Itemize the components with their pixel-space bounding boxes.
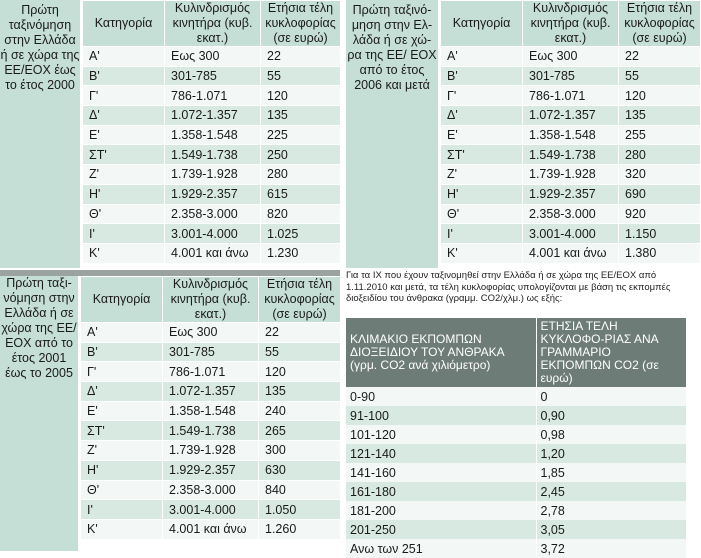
- displacement-cell: 786-1.071: [163, 362, 259, 382]
- displacement-cell: 3.001-4.000: [523, 224, 619, 244]
- table-row: [441, 243, 701, 263]
- category-cell: Γ': [441, 86, 523, 106]
- emissions-panel: [346, 270, 685, 556]
- category-cell: Γ': [83, 86, 165, 106]
- emissions-note: Για τα ΙΧ που έχουν ταξινομηθεί στην Ελλάδα ή σε χώρα της ΕΕ/ΕΟΧ από 1.11.2010 και μετά, τα τέλη κυκλοφορίας υπολογίζονται με βάση τις εκπομπές διοξειδίου του άνθρακα (γραμμ. CO2/χλμ.) ως εξής:: [346, 270, 671, 304]
- category-cell: Κ': [83, 243, 165, 263]
- emission-fee-cell: 3,72: [536, 539, 686, 558]
- table-row: [81, 480, 341, 500]
- displacement-cell: 4.001 και άνω: [523, 243, 619, 263]
- emissions-table: [346, 318, 687, 558]
- fee-cell: 135: [259, 382, 341, 402]
- header-displacement: Κυλινδρισμός κινητήρα (κυβ. εκατ.): [165, 1, 261, 47]
- table-row: [81, 519, 341, 539]
- category-cell: Θ': [83, 204, 165, 224]
- displacement-cell: 1.739-1.928: [523, 165, 619, 185]
- displacement-cell: 1.549-1.738: [165, 145, 261, 165]
- table-row: [83, 165, 341, 185]
- table-row: [441, 125, 701, 145]
- fee-cell: 120: [259, 362, 341, 382]
- table-row: [441, 66, 701, 86]
- emission-fee-cell: 1,20: [536, 444, 686, 463]
- fee-cell: 120: [619, 86, 701, 106]
- displacement-cell: 1.739-1.928: [165, 165, 261, 185]
- category-cell: Β': [441, 66, 523, 86]
- table-row: [441, 106, 701, 126]
- category-cell: Β': [83, 66, 165, 86]
- fee-cell: 250: [261, 145, 341, 165]
- fee-cell: 240: [259, 401, 341, 421]
- category-cell: Κ': [81, 519, 163, 539]
- fee-cell: 120: [261, 86, 341, 106]
- category-cell: Β': [81, 342, 163, 362]
- category-cell: Θ': [441, 204, 523, 224]
- table-row: [441, 204, 701, 224]
- fees-panel-from-2006: [346, 0, 695, 268]
- emission-fee-cell: 2,45: [536, 482, 686, 501]
- emission-range-cell: 101-120: [346, 425, 536, 444]
- emission-range-cell: 141-160: [346, 463, 536, 482]
- fee-cell: 55: [261, 66, 341, 86]
- category-cell: Η': [81, 460, 163, 480]
- category-cell: Η': [83, 184, 165, 204]
- displacement-cell: 1.929-2.357: [165, 184, 261, 204]
- displacement-cell: 1.358-1.548: [523, 125, 619, 145]
- displacement-cell: 301-785: [165, 66, 261, 86]
- table-row: [81, 441, 341, 461]
- panel-side-label: Πρώτη ταξι-νόμηση στην Ελλάδα ή σε χώρα της ΕΕ/ΕΟΧ από το έτος 2001 έως το 2005: [0, 276, 78, 551]
- fee-cell: 55: [259, 342, 341, 362]
- displacement-cell: 3.001-4.000: [165, 224, 261, 244]
- header-displacement: Κυλινδρισμός κινητήρα (κυβ. εκατ.): [523, 1, 619, 47]
- table-row: [83, 243, 341, 263]
- fee-cell: 1.025: [261, 224, 341, 244]
- table-row: [441, 224, 701, 244]
- displacement-cell: 301-785: [163, 342, 259, 362]
- displacement-cell: 2.358-3.000: [165, 204, 261, 224]
- table-row: [83, 204, 341, 224]
- displacement-cell: 3.001-4.000: [163, 500, 259, 520]
- header-fees: Ετήσια τέλη κυκλοφορίας (σε ευρώ): [259, 277, 341, 323]
- category-cell: Α': [83, 47, 165, 67]
- emission-range-cell: 161-180: [346, 482, 536, 501]
- fees-panel-until-2000: [0, 0, 340, 268]
- fees-panel-2001-2005: [0, 270, 340, 551]
- fee-cell: 630: [259, 460, 341, 480]
- header-category: Κατηγορία: [441, 1, 523, 47]
- category-cell: Ζ': [83, 165, 165, 185]
- table-row: [441, 165, 701, 185]
- category-cell: Ζ': [81, 441, 163, 461]
- displacement-cell: Εως 300: [163, 323, 259, 343]
- displacement-cell: 1.072-1.357: [523, 106, 619, 126]
- displacement-cell: 1.549-1.738: [163, 421, 259, 441]
- table-row: [346, 501, 686, 520]
- category-cell: Κ': [441, 243, 523, 263]
- emission-fee-cell: 3,05: [536, 520, 686, 539]
- fee-cell: 22: [619, 47, 701, 67]
- table-row: [441, 86, 701, 106]
- fee-cell: 320: [619, 165, 701, 185]
- emissions-header-fee: ΕΤΗΣΙΑ ΤΕΛΗ ΚΥΚΛΟΦΟ-ΡΙΑΣ ΑΝΑ ΓΡΑΜΜΑΡΙΟ ΕΚΠΟΜΠΩΝ CO2 (σε ευρώ): [536, 318, 686, 387]
- table-row: [346, 482, 686, 501]
- table-row: [83, 145, 341, 165]
- emission-fee-cell: 0,98: [536, 425, 686, 444]
- table-row: [346, 425, 686, 444]
- table-row: [83, 106, 341, 126]
- fee-cell: 135: [261, 106, 341, 126]
- table-row: [346, 463, 686, 482]
- displacement-cell: 786-1.071: [165, 86, 261, 106]
- header-category: Κατηγορία: [81, 277, 163, 323]
- fee-cell: 820: [261, 204, 341, 224]
- fee-cell: 22: [259, 323, 341, 343]
- fee-cell: 265: [259, 421, 341, 441]
- table-row: [83, 86, 341, 106]
- displacement-cell: 786-1.071: [523, 86, 619, 106]
- emissions-header-range: ΚΛΙΜΑΚΙΟ ΕΚΠΟΜΠΩΝ ΔΙΟΞΕΙΔΙΟΥ ΤΟΥ ΑΝΘΡΑΚΑ (γρμ. CO2 ανά χιλιόμετρο): [346, 318, 536, 387]
- category-cell: Ι': [441, 224, 523, 244]
- table-row: [81, 323, 341, 343]
- emission-fee-cell: 0,90: [536, 406, 686, 425]
- table-row: [81, 460, 341, 480]
- table-row: [81, 421, 341, 441]
- category-cell: ΣΤ': [83, 145, 165, 165]
- fee-cell: 280: [619, 145, 701, 165]
- fee-cell: 1.230: [261, 243, 341, 263]
- fee-cell: 55: [619, 66, 701, 86]
- fee-cell: 280: [261, 165, 341, 185]
- fee-cell: 300: [259, 441, 341, 461]
- table-row: [83, 184, 341, 204]
- category-cell: Ε': [83, 125, 165, 145]
- emission-range-cell: 0-90: [346, 387, 536, 406]
- fee-cell: 255: [619, 125, 701, 145]
- header-fees: Ετήσια τέλη κυκλοφορίας (σε ευρώ): [261, 1, 341, 47]
- emission-fee-cell: 2,78: [536, 501, 686, 520]
- table-row: [81, 401, 341, 421]
- displacement-cell: 1.358-1.548: [163, 401, 259, 421]
- fee-cell: 920: [619, 204, 701, 224]
- displacement-cell: 1.929-2.357: [523, 184, 619, 204]
- header-fees: Ετήσια τέλη κυκλοφορίας (σε ευρώ): [619, 1, 701, 47]
- emission-fee-cell: 1,85: [536, 463, 686, 482]
- emission-range-cell: Ανω των 251: [346, 539, 536, 558]
- table-row: [346, 520, 686, 539]
- displacement-cell: 1.072-1.357: [165, 106, 261, 126]
- table-row: [346, 387, 686, 406]
- table-row: [346, 539, 686, 558]
- category-cell: Ε': [441, 125, 523, 145]
- table-row: [83, 47, 341, 67]
- fee-cell: 22: [261, 47, 341, 67]
- displacement-cell: 2.358-3.000: [163, 480, 259, 500]
- table-row: [81, 500, 341, 520]
- category-cell: Θ': [81, 480, 163, 500]
- category-cell: Α': [441, 47, 523, 67]
- fee-cell: 1.150: [619, 224, 701, 244]
- table-row: [346, 406, 686, 425]
- emission-range-cell: 181-200: [346, 501, 536, 520]
- displacement-cell: 2.358-3.000: [523, 204, 619, 224]
- table-row: [346, 444, 686, 463]
- emission-range-cell: 91-100: [346, 406, 536, 425]
- displacement-cell: 4.001 και άνω: [165, 243, 261, 263]
- fee-cell: 1.380: [619, 243, 701, 263]
- category-cell: Ι': [81, 500, 163, 520]
- table-row: [83, 66, 341, 86]
- fee-cell: 1.260: [259, 519, 341, 539]
- table-row: [83, 125, 341, 145]
- fees-table: [80, 276, 341, 540]
- fee-cell: 1.050: [259, 500, 341, 520]
- category-cell: Δ': [81, 382, 163, 402]
- table-row: [441, 145, 701, 165]
- fees-table: [440, 0, 701, 264]
- displacement-cell: 1.072-1.357: [163, 382, 259, 402]
- table-row: [81, 362, 341, 382]
- displacement-cell: 4.001 και άνω: [163, 519, 259, 539]
- category-cell: Ι': [83, 224, 165, 244]
- emission-fee-cell: 0: [536, 387, 686, 406]
- header-category: Κατηγορία: [83, 1, 165, 47]
- fee-cell: 840: [259, 480, 341, 500]
- fee-cell: 690: [619, 184, 701, 204]
- displacement-cell: 1.739-1.928: [163, 441, 259, 461]
- category-cell: Η': [441, 184, 523, 204]
- fees-table: [82, 0, 341, 264]
- displacement-cell: Εως 300: [523, 47, 619, 67]
- panel-side-label: Πρώτη ταξινό-μηση στην Ελ-λάδα ή σε χώ-ρα της ΕΕ/ ΕΟΧ από το έτος 2006 και μετά: [346, 0, 438, 268]
- category-cell: Γ': [81, 362, 163, 382]
- displacement-cell: 301-785: [523, 66, 619, 86]
- table-row: [441, 184, 701, 204]
- emission-range-cell: 201-250: [346, 520, 536, 539]
- displacement-cell: Εως 300: [165, 47, 261, 67]
- category-cell: Δ': [83, 106, 165, 126]
- category-cell: ΣΤ': [81, 421, 163, 441]
- displacement-cell: 1.549-1.738: [523, 145, 619, 165]
- displacement-cell: 1.358-1.548: [165, 125, 261, 145]
- table-row: [83, 224, 341, 244]
- header-displacement: Κυλινδρισμός κινητήρα (κυβ. εκατ.): [163, 277, 259, 323]
- category-cell: ΣΤ': [441, 145, 523, 165]
- category-cell: Ζ': [441, 165, 523, 185]
- category-cell: Ε': [81, 401, 163, 421]
- table-row: [81, 342, 341, 362]
- panel-side-label: Πρώτη ταξινόμηση στην Ελλάδα ή σε χώρα της ΕΕ/ΕΟΧ έως το έτος 2000: [0, 0, 80, 268]
- fee-cell: 615: [261, 184, 341, 204]
- table-row: [441, 47, 701, 67]
- category-cell: Δ': [441, 106, 523, 126]
- fee-cell: 135: [619, 106, 701, 126]
- fee-cell: 225: [261, 125, 341, 145]
- emission-range-cell: 121-140: [346, 444, 536, 463]
- table-row: [81, 382, 341, 402]
- category-cell: Α': [81, 323, 163, 343]
- displacement-cell: 1.929-2.357: [163, 460, 259, 480]
